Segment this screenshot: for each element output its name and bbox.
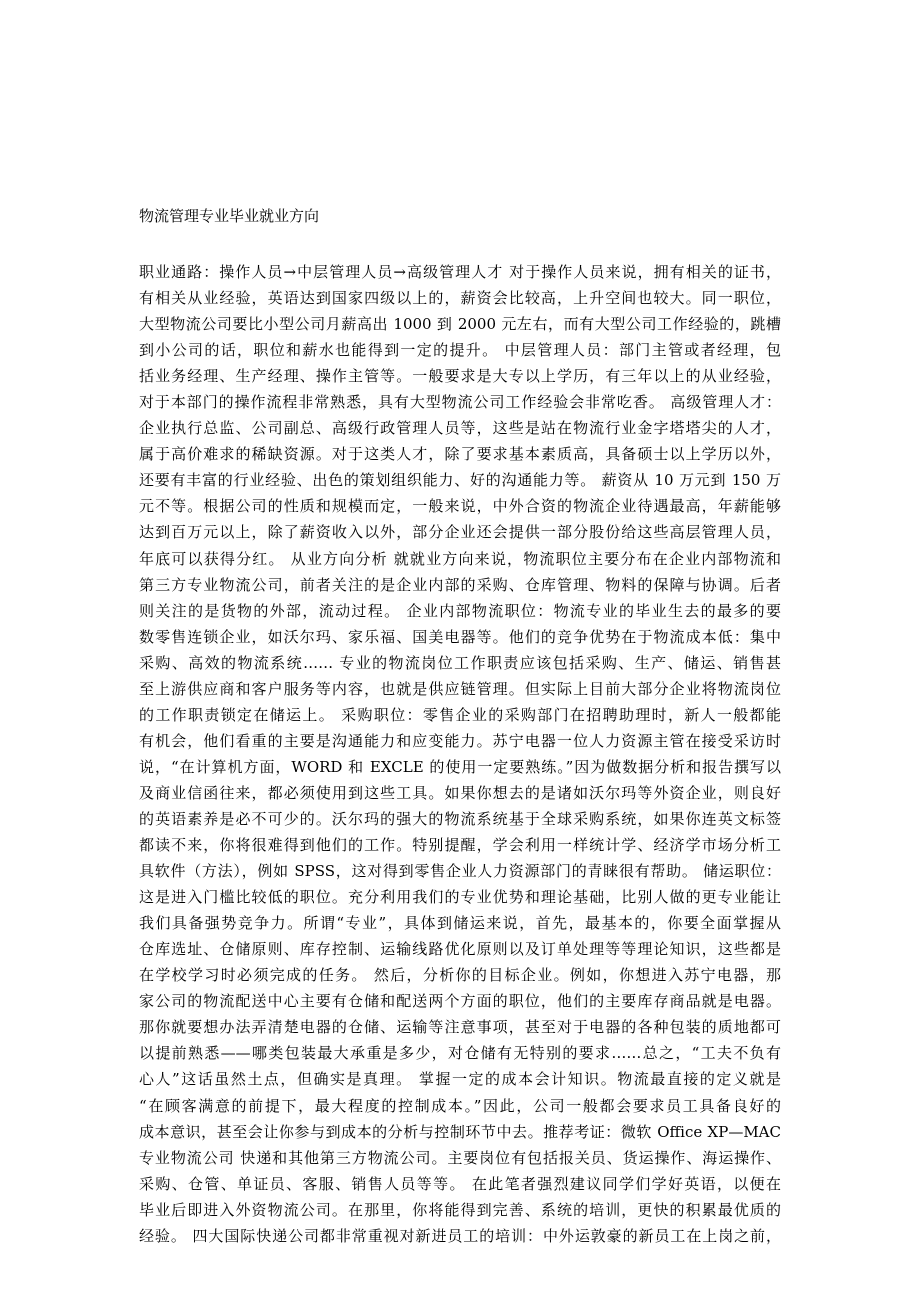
body-line: 心人”这话虽然土点，但确实是真理。 掌握一定的成本会计知识。物流最直接的定义就是 [139, 1070, 781, 1089]
body-line: 括业务经理、生产经理、操作主管等。一般要求是大专以上学历，有三年以上的从业经验， [139, 367, 781, 386]
body-line: 经验。 四大国际快递公司都非常重视对新进员工的培训：中外运敦豪的新员工在上岗之前， [139, 1226, 781, 1245]
body-line: 这是进入门槛比较低的职位。充分利用我们的专业优势和理论基础，比别人做的更专业能让 [139, 888, 781, 907]
body-line: 的英语素养是必不可少的。沃尔玛的强大的物流系统基于全球采购系统，如果你连英文标签 [139, 809, 781, 828]
body-line: 属于高价难求的稀缺资源。对于这类人才，除了要求基本素质高，具备硕士以上学历以外， [139, 445, 781, 464]
body-line: 成本意识，甚至会让你参与到成本的分析与控制环节中去。推荐考证：微软 Office XP—MAC [139, 1122, 781, 1141]
body-line: 仓库选址、仓储原则、库存控制、运输线路优化原则以及订单处理等等理论知识，这些都是 [139, 940, 781, 959]
body-line: 采购、高效的物流系统…… 专业的物流岗位工作职责应该包括采购、生产、储运、销售甚 [139, 653, 781, 672]
body-line: 有机会，他们看重的主要是沟通能力和应变能力。苏宁电器一位人力资源主管在接受采访时 [139, 731, 781, 750]
body-line: 年底可以获得分红。 从业方向分析 就就业方向来说，物流职位主要分布在企业内部物流和 [139, 549, 781, 568]
body-line: 毕业后即进入外资物流公司。在那里，你将能得到完善、系统的培训，更快的积累最优质的 [139, 1200, 781, 1219]
body-line: 至上游供应商和客户服务等内容，也就是供应链管理。但实际上目前大部分企业将物流岗位 [139, 679, 781, 698]
body-line: 对于本部门的操作流程非常熟悉，具有大型物流公司工作经验会非常吃香。 高级管理人才： [139, 393, 781, 412]
body-line: 都读不来，你将很难得到他们的工作。特别提醒，学会利用一样统计学、经济学市场分析工 [139, 836, 781, 855]
body-line: 具软件（方法），例如 SPSS，这对得到零售企业人力资源部门的青睐很有帮助。 储运职位： [139, 862, 781, 881]
body-line: 的工作职责锁定在储运上。 采购职位：零售企业的采购部门在招聘助理时，新人一般都能 [139, 705, 781, 724]
body-line: 则关注的是货物的外部，流动过程。 企业内部物流职位：物流专业的毕业生去的最多的要 [139, 601, 781, 620]
body-line: 企业执行总监、公司副总、高级行政管理人员等，这些是站在物流行业金字塔塔尖的人才， [139, 419, 781, 438]
body-line: 采购、仓管、单证员、客服、销售人员等等。 在此笔者强烈建议同学们学好英语，以便在 [139, 1174, 781, 1193]
body-line: 那你就要想办法弄清楚电器的仓储、运输等注意事项，甚至对于电器的各种包装的质地都可 [139, 1018, 781, 1037]
body-line: 职业通路：操作人员→中层管理人员→高级管理人才 对于操作人员来说，拥有相关的证书， [139, 263, 781, 281]
body-line: 以提前熟悉——哪类包装最大承重是多少，对仓储有无特别的要求……总之，“工夫不负有 [139, 1044, 781, 1063]
body-line: 说，“在计算机方面，WORD 和 EXCLE 的使用一定要熟练。”因为做数据分析和报告撰写以 [139, 757, 781, 776]
body-line: 家公司的物流配送中心主要有仓储和配送两个方面的职位，他们的主要库存商品就是电器。 [139, 992, 781, 1011]
body-line: 元不等。根据公司的性质和规模而定，一般来说，中外合资的物流企业待遇最高，年薪能够 [139, 497, 781, 516]
document-title: 物流管理专业毕业就业方向 [139, 207, 320, 225]
body-line: 专业物流公司 快递和其他第三方物流公司。主要岗位有包括报关员、货运操作、海运操作、 [139, 1148, 781, 1167]
body-line: 到小公司的话，职位和薪水也能得到一定的提升。 中层管理人员：部门主管或者经理，包 [139, 341, 781, 360]
document-body [139, 259, 781, 1249]
body-line: 大型物流公司要比小型公司月薪高出 1000 到 2000 元左右，而有大型公司工作经验的，跳槽 [139, 315, 781, 334]
body-line: 第三方专业物流公司，前者关注的是企业内部的采购、仓库管理、物料的保障与协调。后者 [139, 575, 781, 594]
body-line: 达到百万元以上，除了薪资收入以外，部分企业还会提供一部分股份给这些高层管理人员， [139, 523, 781, 542]
body-line: 有相关从业经验，英语达到国家四级以上的，薪资会比较高，上升空间也较大。同一职位， [139, 289, 781, 308]
body-line: “在顾客满意的前提下，最大程度的控制成本。”因此，公司一般都会要求员工具备良好的 [139, 1096, 781, 1115]
body-line: 在学校学习时必须完成的任务。 然后，分析你的目标企业。例如，你想进入苏宁电器，那 [139, 966, 781, 985]
body-line: 及商业信函往来，都必须使用到这些工具。如果你想去的是诸如沃尔玛等外资企业，则良好 [139, 783, 781, 802]
body-line: 数零售连锁企业，如沃尔玛、家乐福、国美电器等。他们的竞争优势在于物流成本低：集中 [139, 627, 781, 646]
body-line: 我们具备强势竞争力。所谓“专业”，具体到储运来说，首先，最基本的，你要全面掌握从 [139, 914, 781, 933]
body-line: 还要有丰富的行业经验、出色的策划组织能力、好的沟通能力等。 薪资从 10 万元到 150 万 [139, 471, 781, 490]
